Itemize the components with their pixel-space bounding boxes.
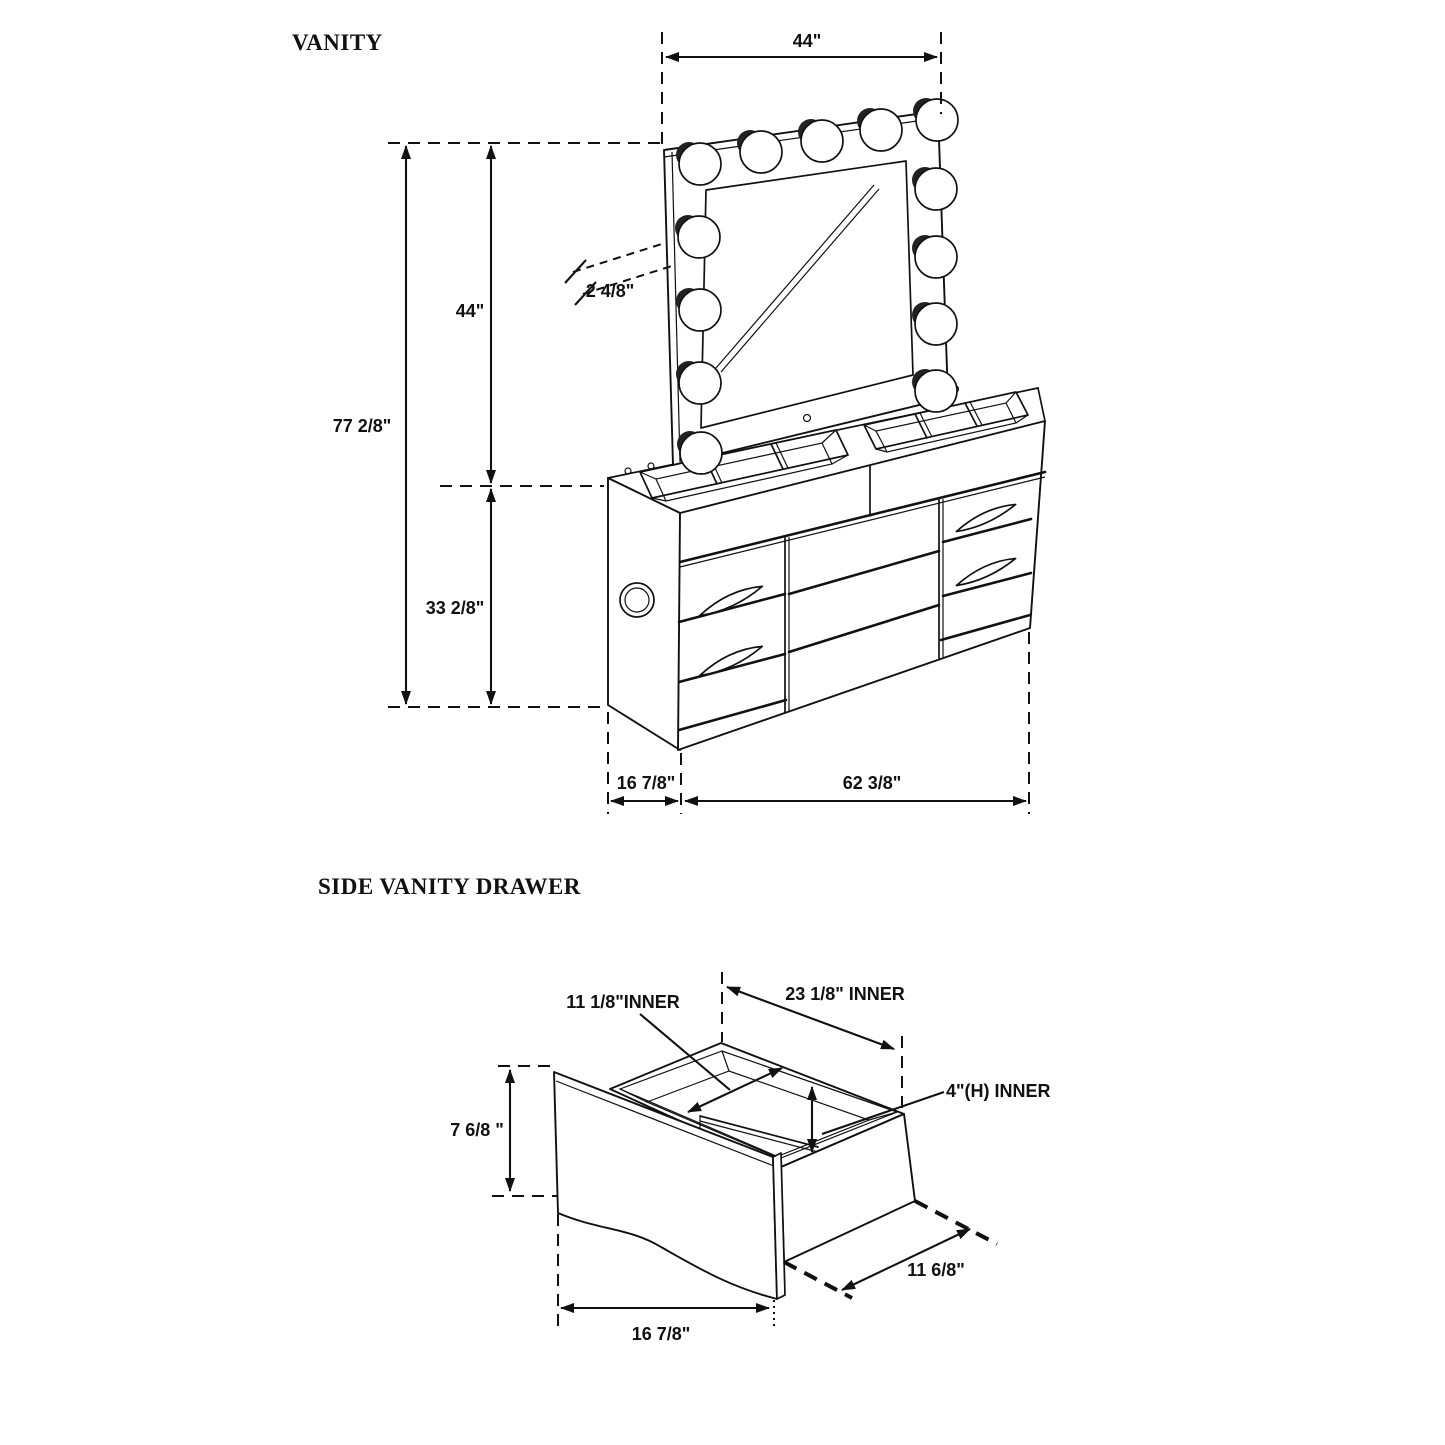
dim-frame-thickness: 2 4/8" — [585, 281, 635, 301]
dim-cabinet-height: 33 2/8" — [425, 598, 485, 618]
dim-cabinet-depth: 16 7/8" — [616, 773, 676, 793]
dim-front-width: 16 7/8" — [631, 1324, 691, 1344]
dim-inner-depth: 11 1/8"INNER — [566, 992, 680, 1012]
dim-inner-height: 4"(H) INNER — [946, 1081, 1051, 1101]
drawer-box — [554, 1043, 915, 1299]
dim-side-depth: 11 6/8" — [907, 1260, 965, 1280]
dim-mirror-height: 44" — [455, 301, 485, 321]
dim-top-width: 44" — [792, 31, 822, 51]
vanity-title: VANITY — [292, 30, 383, 55]
tray-screw-hole — [648, 463, 654, 469]
side-drawer-title: SIDE VANITY DRAWER — [318, 874, 581, 899]
dim-inner-width: 23 1/8" INNER — [785, 984, 905, 1004]
dim-cabinet-width: 62 3/8" — [842, 773, 902, 793]
dim-front-height: 7 6/8 " — [450, 1120, 504, 1140]
dim-total-height: 77 2/8" — [332, 416, 392, 436]
dresser-left-side-panel — [608, 478, 680, 750]
